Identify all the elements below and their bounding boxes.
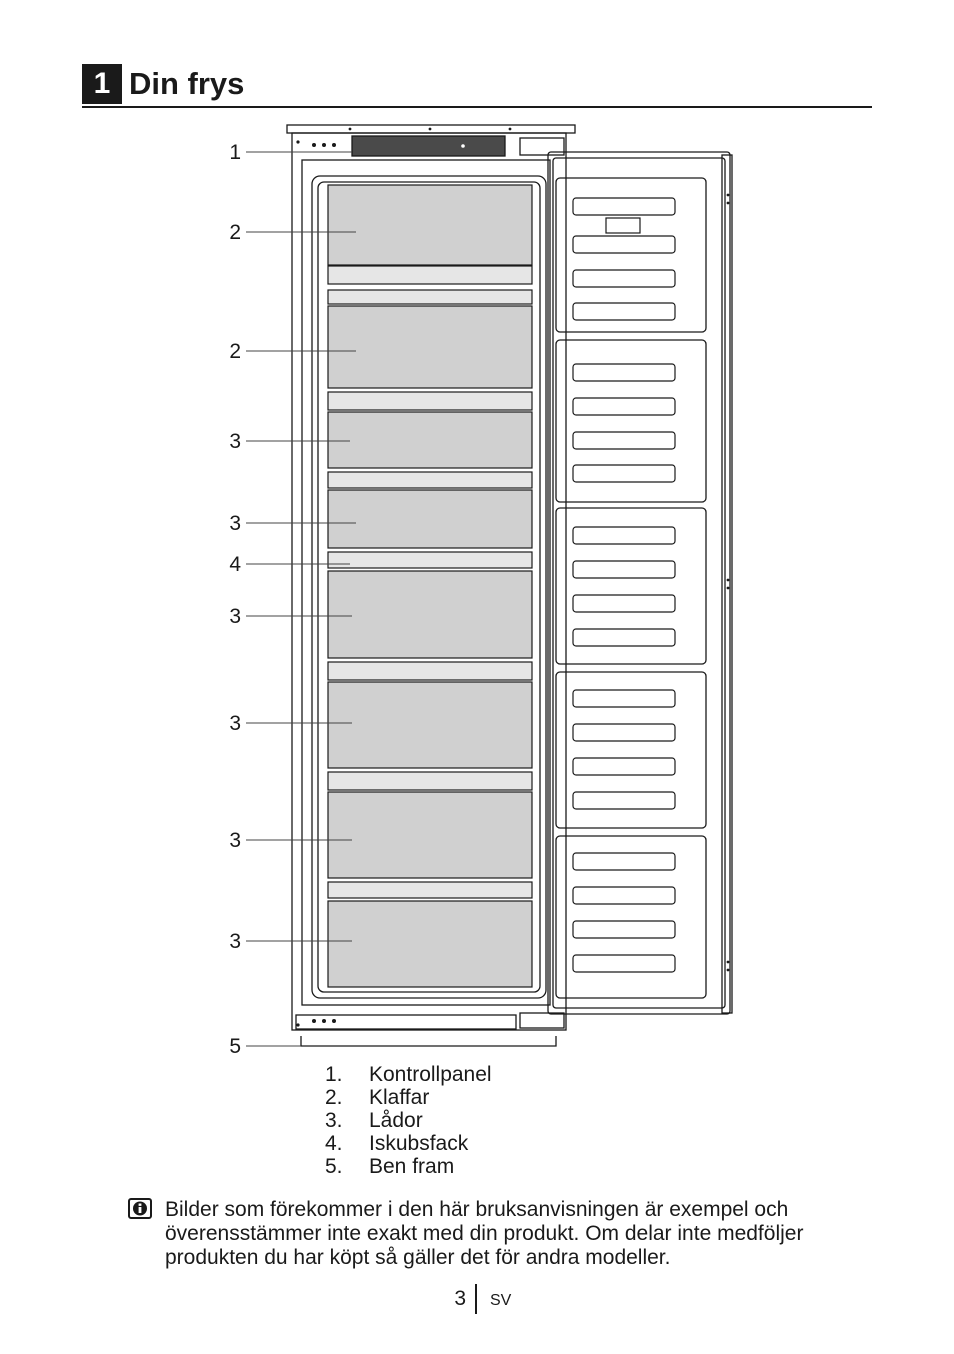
callout-4: 4	[229, 553, 241, 576]
ice-tray	[328, 552, 532, 568]
callout-3c: 3	[229, 605, 241, 628]
section-title: Din frys	[129, 66, 245, 101]
note-text: Bilder som förekommer i den här bruksanvisningen är exempel och överensstämmer inte exakt med din produkt. Om delar inte medföljer produkten du har köpt så gäller det för andra modeller.	[165, 1198, 804, 1269]
flap-2-top	[328, 290, 532, 304]
drawer-4	[328, 682, 532, 768]
flap-1-front	[328, 266, 532, 284]
callout-3d: 3	[229, 712, 241, 735]
door-inner	[553, 158, 725, 1008]
language-code: SV	[490, 1292, 512, 1309]
flap-2	[328, 306, 532, 388]
drawer-1	[328, 412, 532, 468]
door-slots	[573, 198, 675, 972]
legend-item: 3. Lådor	[325, 1109, 423, 1132]
shelf-divider-4	[328, 772, 532, 790]
shelf-divider-3	[328, 662, 532, 680]
parts-legend	[325, 1063, 492, 1178]
legend-item: 5. Ben fram	[325, 1155, 455, 1178]
shelf-divider-2	[328, 472, 532, 488]
snowflake-icon	[606, 218, 640, 233]
section-number: 1	[82, 64, 122, 104]
door-panel-4	[556, 672, 706, 828]
drawer-2	[328, 490, 532, 548]
drawer-3	[328, 571, 532, 658]
callout-2b: 2	[229, 340, 241, 363]
legend-item: 4. Iskubsfack	[325, 1132, 469, 1155]
bottom-hinge	[520, 1013, 564, 1028]
info-icon	[128, 1198, 152, 1220]
flap-1	[328, 185, 532, 265]
drawer-5	[328, 792, 532, 878]
door-panel-3	[556, 508, 706, 664]
drawer-6	[328, 901, 532, 987]
callout-3b: 3	[229, 512, 241, 535]
callout-3a: 3	[229, 430, 241, 453]
callout-5: 5	[229, 1035, 241, 1058]
control-panel	[352, 136, 505, 156]
door-panel-5	[556, 836, 706, 998]
front-feet-bracket	[301, 1036, 556, 1046]
callout-1: 1	[229, 141, 241, 164]
page-number: 3	[454, 1287, 466, 1310]
door-panel-1	[556, 178, 706, 332]
bottom-base	[296, 1015, 516, 1029]
shelf-divider-5	[328, 882, 532, 898]
shelf-divider-1	[328, 392, 532, 410]
legend-item: 2. Klaffar	[325, 1086, 430, 1109]
callout-3f: 3	[229, 930, 241, 953]
callout-3e: 3	[229, 829, 241, 852]
callout-2a: 2	[229, 221, 241, 244]
freezer-door	[548, 152, 730, 1014]
legend-item: 1. Kontrollpanel	[325, 1063, 492, 1086]
footer-divider	[475, 1284, 477, 1314]
